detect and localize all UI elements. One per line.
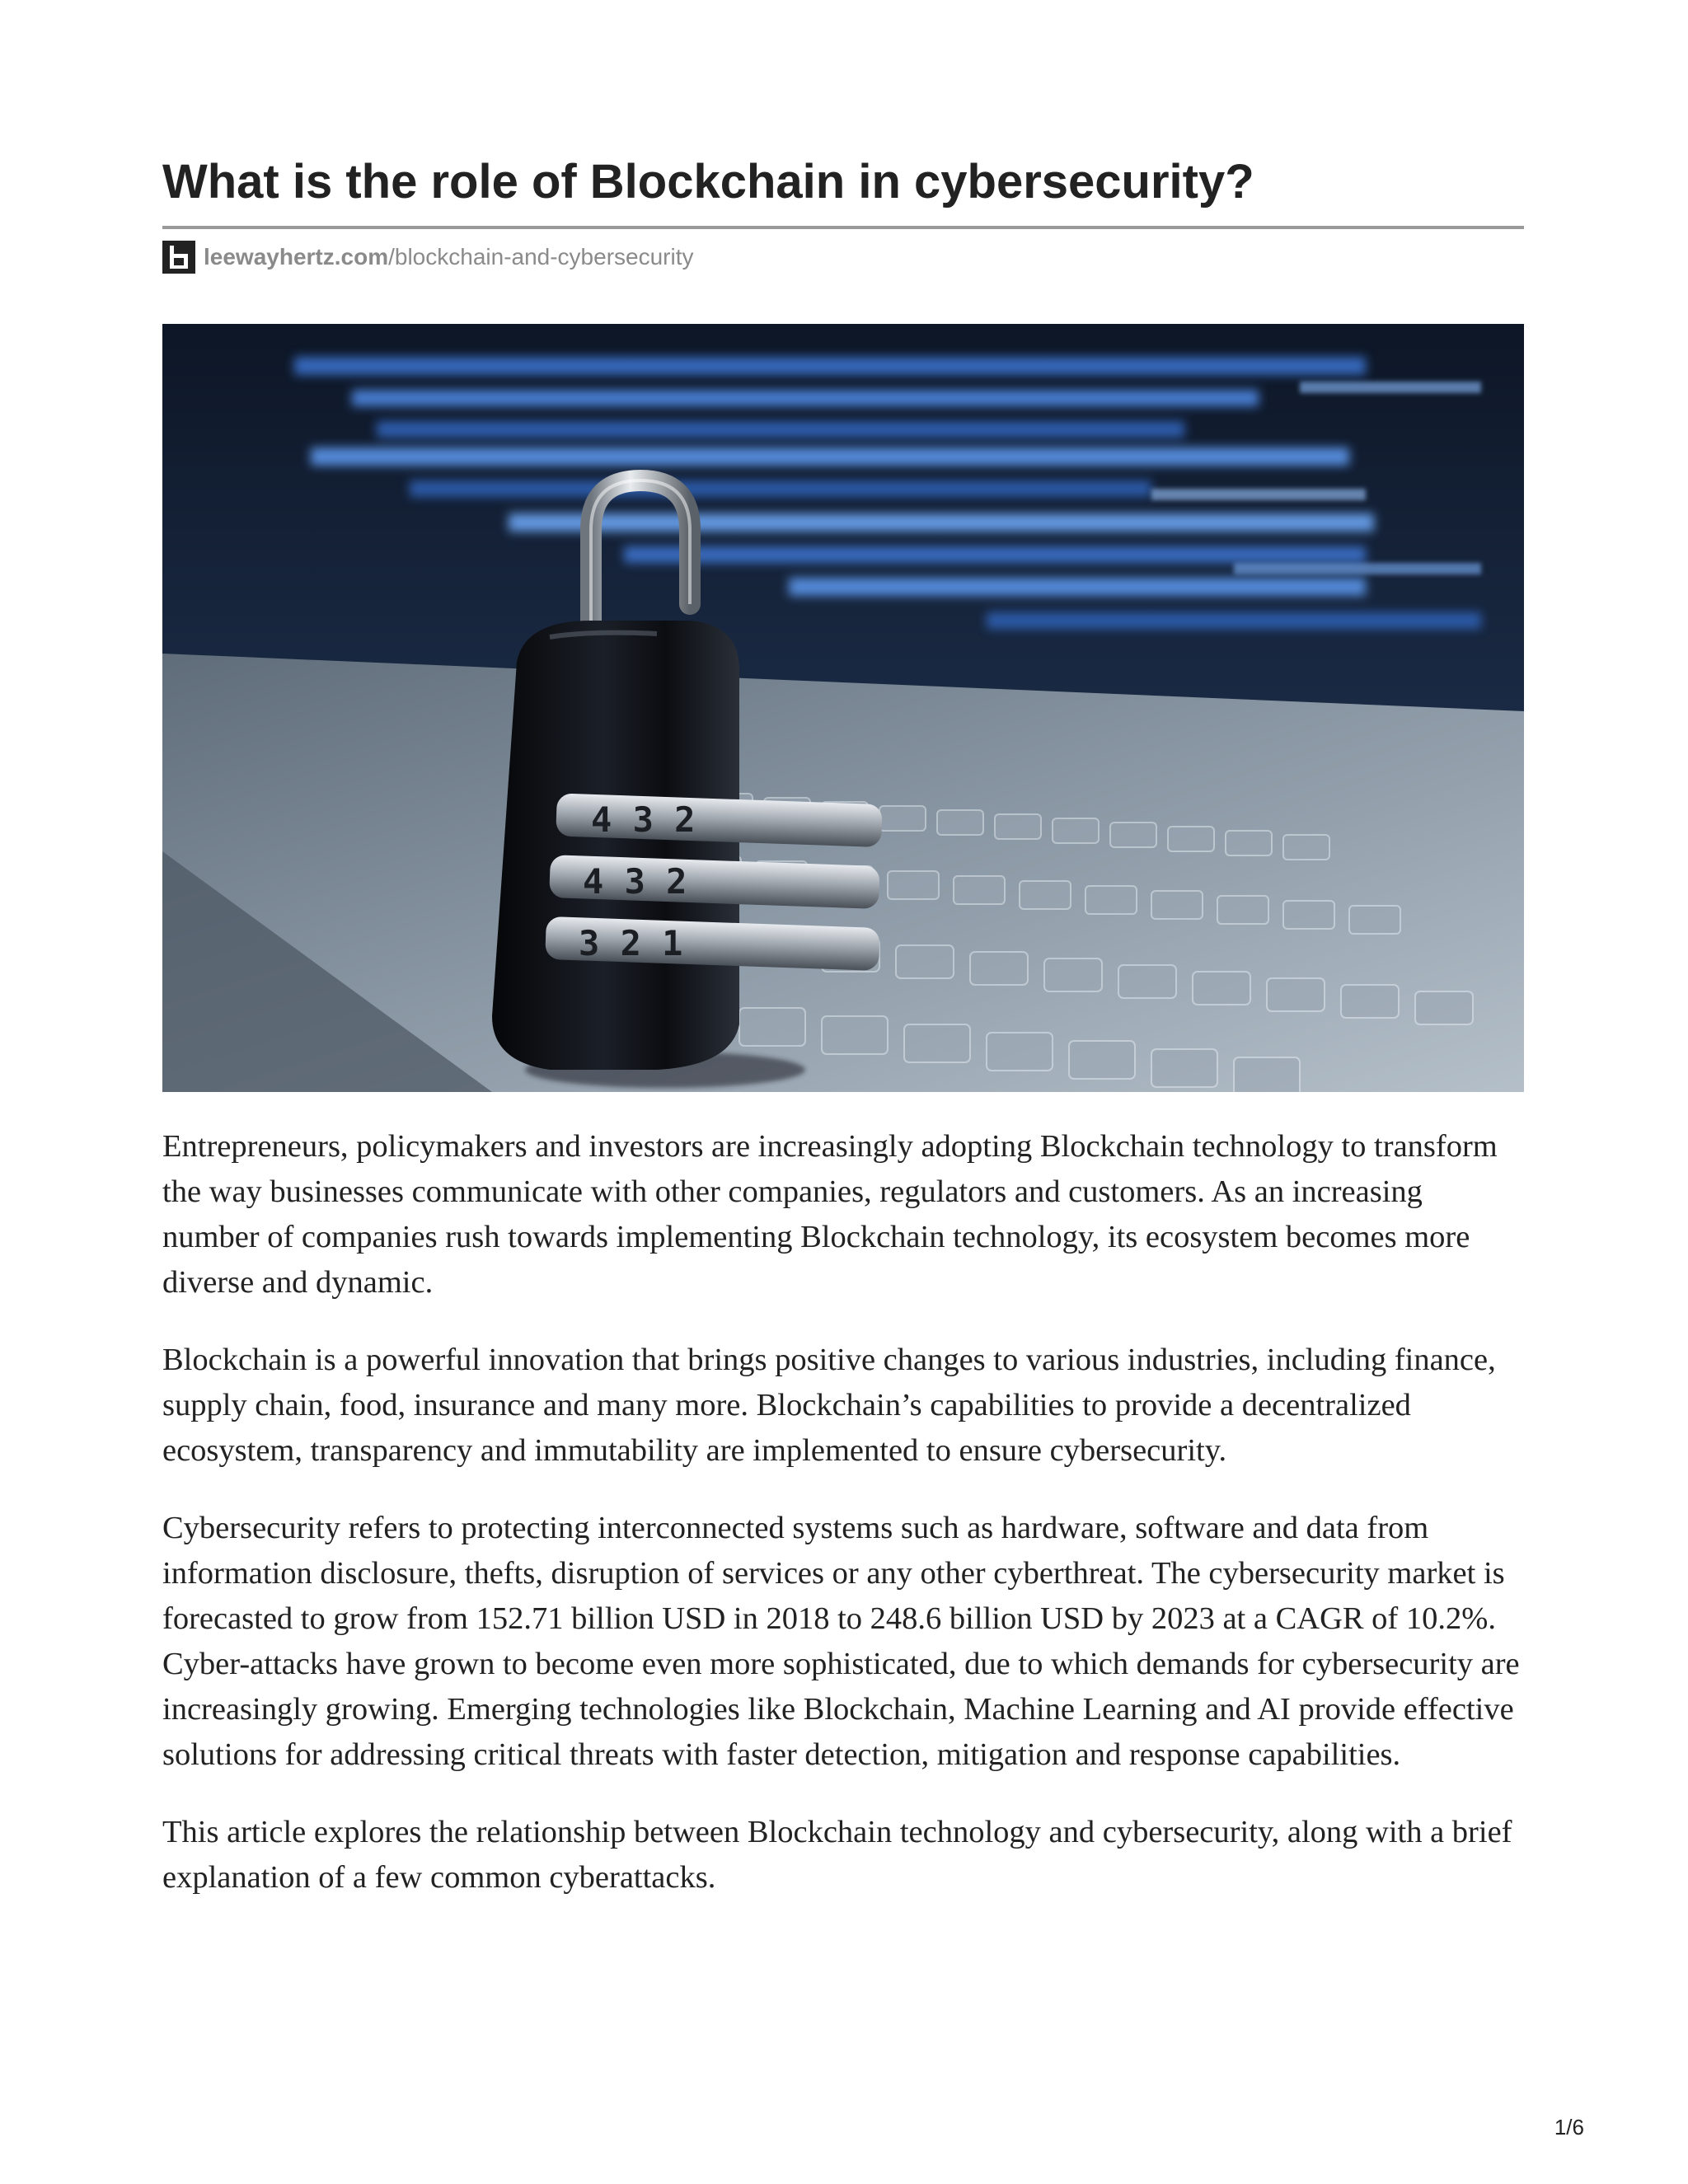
article-body: [162, 1124, 1524, 1933]
source-path: /blockchain-and-cybersecurity: [388, 244, 694, 269]
source-link[interactable]: [162, 241, 694, 274]
hero-image: [162, 324, 1524, 1092]
dial-row-1-digits: 4 3 2: [591, 799, 696, 840]
title-divider: [162, 226, 1524, 229]
page-number: 1/6: [1554, 2115, 1584, 2139]
article-title: What is the role of Blockchain in cybersecurity?: [162, 155, 1254, 209]
paragraph-cybersecurity: Cybersecurity refers to protecting interconnected systems such as hardware, software and data from information disclosure, thefts, disruption of services or any other cyberthreat. The cybersecurity market is forecasted to grow from 152.71 billion USD in 2018 to 248.6 billion USD by 2023 at a CAGR of 10.2%. Cyber-attacks have grown to become even more sophisticated, due to which demands for cybersecurity are increasingly growing. Emerging technologies like Blockchain, Machine Learning and AI provide effective solutions for addressing critical threats with faster detection, mitigation and response capabilities.: [162, 1511, 1520, 1772]
paragraph-blockchain: Blockchain is a powerful innovation that brings positive changes to various industries, including finance, supply chain, food, insurance and many more. Blockchain’s capabilities to provide a decentralized ecosystem, transparency and immutability are implemented to ensure cybersecurity.: [162, 1343, 1496, 1468]
dial-row-2-digits: 4 3 2: [583, 861, 687, 902]
paragraph-intro: Entrepreneurs, policymakers and investors are increasingly adopting Blockchain technology to transform the way businesses communicate with other companies, regulators and customers. As an increasing number of companies rush towards implementing Blockchain technology, its ecosystem becomes more diverse and dynamic.: [162, 1129, 1498, 1300]
padlock-on-keyboard-image: [162, 324, 1524, 1092]
source-domain: leewayhertz.com: [204, 244, 389, 269]
site-logo-icon: [162, 241, 195, 274]
paragraph-overview: This article explores the relationship between Blockchain technology and cybersecurity, along with a brief explanation of a few common cyberattacks.: [162, 1815, 1512, 1895]
dial-row-3-digits: 3 2 1: [579, 923, 683, 963]
